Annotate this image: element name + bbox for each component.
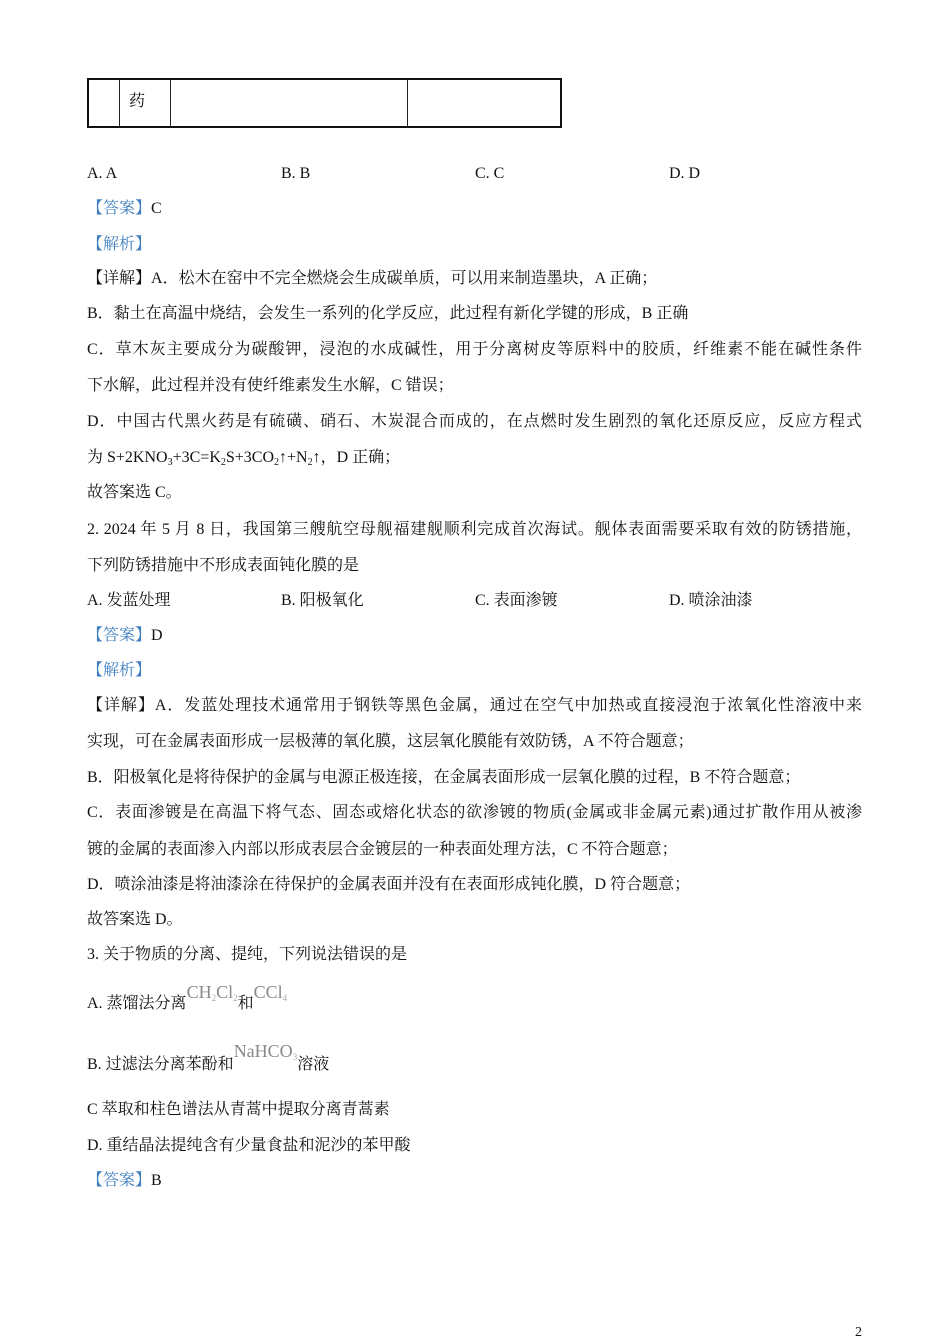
q3-option-c: C 萃取和柱色谱法从青蒿中提取分离青蒿素	[87, 1101, 390, 1118]
q1-line-c2: 下水解，此过程并没有使纤维素发生水解，C 错误；	[87, 377, 454, 394]
q2-option-a: A. 发蓝处理	[87, 592, 171, 609]
formula-ch2cl2: $CH_2Cl_2$	[186, 982, 238, 1003]
q1-option-d: D. D	[669, 165, 701, 182]
answer-label: 【答案】	[87, 627, 152, 644]
q2-line-b: B．阳极氧化是将待保护的金属与电源正极连接，在金属表面形成一层氧化膜的过程，B 不符合题意；	[87, 769, 801, 786]
q3-answer	[87, 1170, 162, 1192]
detail-text: A．松木在窑中不完全燃烧会生成碳单质，可以用来制造墨块，A 正确；	[151, 270, 658, 287]
table-cell: 药	[120, 79, 171, 127]
q3-stem: 3. 关于物质的分离、提纯，下列说法错误的是	[87, 946, 408, 963]
detail-label: 【详解】	[87, 697, 155, 714]
q1-conclusion: 故答案选 C。	[87, 484, 182, 501]
q1-line-d1: D．中国古代黑火药是有硫磺、硝石、木炭混合而成的，在点燃时发生剧烈的氧化还原反应，反应方程式	[87, 413, 862, 430]
answer-value: D	[151, 627, 163, 644]
q2-stem-2: 下列防锈措施中不形成表面钝化膜的是	[87, 557, 360, 574]
q2-line-a2: 实现，可在金属表面形成一层极薄的氧化膜，这层氧化膜能有效防锈，A 不符合题意；	[87, 733, 694, 750]
q3-option-b: B. 过滤法分离苯酚和NaHCO$_3$溶液	[87, 1041, 330, 1073]
q3-option-a: A. 蒸馏法分离$CH_2Cl_2$和CCl$_4$	[87, 982, 288, 1012]
q2-line-c2: 镀的金属的表面渗入内部以形成表层合金镀层的一种表面处理方法，C 不符合题意；	[87, 841, 678, 858]
q2-detail-line: 【详解】A．发蓝处理技术通常用于钢铁等黑色金属，通过在空气中加热或直接浸泡于浓氧化性溶液中来	[87, 697, 862, 714]
page-number: 2	[855, 1325, 862, 1340]
table-fragment	[87, 78, 562, 128]
answer-value: B	[151, 1172, 162, 1189]
q1-line-b: B．黏土在高温中烧结，会发生一系列的化学反应，此过程有新化学键的形成，B 正确	[87, 305, 689, 322]
q1-option-c: C. C	[475, 165, 505, 182]
q1-option-b: B. B	[281, 165, 311, 182]
q2-line-c1: C．表面渗镀是在高温下将气态、固态或熔化状态的欲渗镀的物质(金属或非金属元素)通过扩散作用从被渗	[87, 804, 862, 821]
q2-stem-1: 2. 2024 年 5 月 8 日，我国第三艘航空母舰福建舰顺利完成首次海试。舰体表面需要采取有效的防锈措施，	[87, 521, 862, 538]
q1-answer	[87, 198, 162, 220]
q1-option-a: A. A	[87, 165, 118, 182]
q2-conclusion: 故答案选 D。	[87, 911, 183, 928]
q2-line-d: D．喷涂油漆是将油漆涂在待保护的金属表面并没有在表面形成钝化膜，D 符合题意；	[87, 876, 691, 893]
q2-analysis-label: 【解析】	[87, 662, 152, 679]
answer-label: 【答案】	[87, 1172, 152, 1189]
q1-line-c1: C．草木灰主要成分为碳酸钾，浸泡的水成碱性，用于分离树皮等原料中的胶质，纤维素不能在碱性条件	[87, 341, 862, 358]
q2-answer	[87, 625, 163, 647]
formula-nahco3: NaHCO$_3$	[233, 1041, 298, 1062]
q1-analysis-label: 【解析】	[87, 236, 152, 253]
q1-detail-line	[87, 268, 657, 290]
q3-option-d: D. 重结晶法提纯含有少量食盐和泥沙的苯甲酸	[87, 1137, 411, 1154]
q2-option-c: C. 表面渗镀	[475, 592, 558, 609]
q1-equation: 为 $S+2KNO_3+3C=K_2S+3CO_2↑+N_2↑$，D 正确；	[87, 449, 401, 468]
q2-option-b: B. 阳极氧化	[281, 592, 364, 609]
q2-option-d: D. 喷涂油漆	[669, 592, 753, 609]
detail-label: 【详解】	[87, 270, 152, 287]
answer-value: C	[151, 200, 162, 217]
formula-ccl4: CCl$_4$	[253, 982, 288, 1003]
answer-label: 【答案】	[87, 200, 152, 217]
